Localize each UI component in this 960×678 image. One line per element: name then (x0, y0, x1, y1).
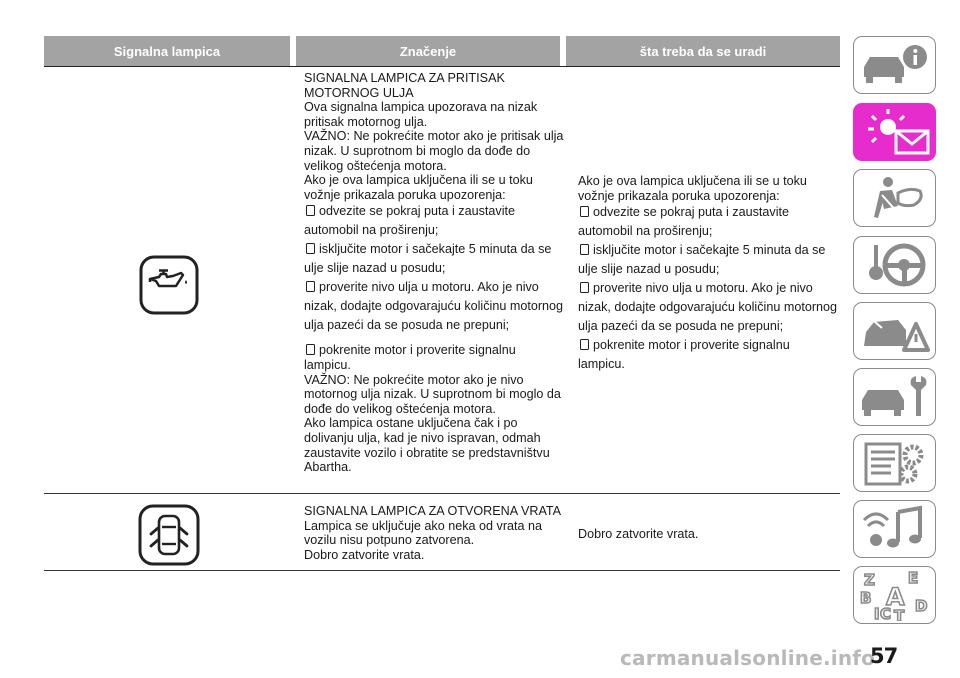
table-row-door-open (44, 494, 840, 571)
alphabet-index-icon (858, 569, 932, 621)
svg-text:D: D (914, 597, 927, 615)
checkbox-bullet-icon (580, 339, 589, 350)
list-item: pokrenite motor i proverite signalnu lampicu. (304, 343, 516, 372)
list-item: proverite nivo ulja u motoru. Ako je nivo nizak, dodajte odgovarajuću količinu motornog ulja pazeći da se posuda ne prepuni; (304, 280, 564, 333)
oil-action-intro: Ako je ova lampica uključena ili se u toku vožnje prikazala poruka upozorenja: (578, 174, 807, 203)
multimedia-note-icon (858, 504, 932, 554)
svg-text:C: C (879, 605, 891, 621)
checkbox-bullet-icon (580, 244, 589, 255)
checkbox-bullet-icon (306, 344, 315, 355)
action-cell-oil (578, 174, 840, 374)
tab-technical-data[interactable] (853, 434, 936, 492)
svg-text:I: I (873, 605, 880, 621)
seat-airbag-icon (858, 173, 932, 223)
list-item: odvezite se pokraj puta i zaustavite automobil na proširenju; (304, 204, 516, 238)
oil-can-icon (44, 255, 294, 315)
oil-important-note: VAŽNO: Ne pokrećite motor ako je pritisak ulja nizak. U suprotnom bi moglo da dođe do velikog oštećenja motora. (304, 129, 564, 173)
door-title: SIGNALNA LAMPICA ZA OTVORENA VRATA (304, 504, 562, 518)
oil-warning-intro: Ako je ova lampica uključena ili se u toku vožnje prikazala poruka upozorenja: (304, 173, 533, 202)
tab-maintenance[interactable] (853, 368, 936, 426)
svg-text:B: B (859, 589, 871, 607)
tab-emergency[interactable] (853, 302, 936, 360)
oil-persist-note: Ako lampica ostane uključena čak i po dolivanju ulja, kad je nivo ispravan, odmah zaustavite vozilo i obratite se predstavništvu Abartha. (304, 416, 550, 475)
checkbox-bullet-icon (580, 282, 589, 293)
tab-multimedia[interactable] (853, 500, 936, 558)
svg-text:E: E (907, 569, 918, 587)
meaning-cell-oil (304, 71, 566, 475)
oil-important-note-2: VAŽNO: Ne pokrećite motor ako je nivo motornog ulja nizak. U suprotnom bi moglo da dođe do velikog oštećenja motora. (304, 372, 561, 416)
table-row-oil-pressure (44, 67, 840, 494)
header-action: šta treba da se uradi (566, 36, 840, 66)
header-meaning: Značenje (296, 36, 560, 66)
list-item: proverite nivo ulja u motoru. Ako je nivo nizak, dodajte odgovarajuću količinu motornog ulja pazeći da se posuda ne prepuni; (578, 281, 838, 334)
svg-text:Z: Z (863, 571, 875, 589)
tab-starting-driving[interactable] (853, 236, 936, 294)
tab-safety[interactable] (853, 169, 936, 227)
checkbox-bullet-icon (306, 281, 315, 292)
checkbox-bullet-icon (306, 243, 315, 254)
spec-sheet-gears-icon (858, 438, 932, 488)
door-action-text: Dobro zatvorite vrata. (578, 527, 699, 541)
list-item: odvezite se pokraj puta i zaustavite automobil na proširenju; (578, 205, 790, 239)
table-header (44, 36, 840, 67)
list-item: isključite motor i sačekajte 5 minuta da se ulje slije nazad u posudu; (304, 242, 552, 276)
car-info-icon (858, 41, 932, 89)
list-item: isključite motor i sačekajte 5 minuta da se ulje slije nazad u posudu; (578, 243, 826, 277)
meaning-cell-door (304, 504, 566, 562)
action-cell-door (578, 527, 840, 542)
svg-text:A: A (885, 583, 905, 611)
page-number: 57 (870, 644, 898, 668)
car-wrench-icon (858, 372, 932, 422)
tab-car-info[interactable] (853, 36, 936, 94)
warning-light-message-icon (858, 107, 932, 157)
door-meaning-instruction: Dobro zatvorite vrata. (304, 547, 425, 562)
list-item: pokrenite motor i proverite signalnu lampicu. (578, 338, 790, 372)
key-steering-wheel-icon (858, 240, 932, 290)
car-doors-open-icon (44, 504, 294, 566)
tab-alphabetical-index[interactable] (853, 566, 936, 624)
header-signal-light: Signalna lampica (44, 36, 290, 66)
oil-title-line-2: MOTORNOG ULJA (304, 85, 414, 100)
tab-warning-lights[interactable] (853, 103, 936, 161)
oil-meaning-text: Ova signalna lampica upozorava na nizak pritisak motornog ulja. (304, 100, 538, 129)
car-warning-triangle-icon (858, 306, 932, 356)
watermark: carmanualsonline.info (620, 646, 876, 670)
svg-text:T: T (893, 607, 904, 621)
checkbox-bullet-icon (580, 206, 589, 217)
oil-title-line-1: SIGNALNA LAMPICA ZA PRITISAK (304, 71, 505, 85)
checkbox-bullet-icon (306, 205, 315, 216)
door-meaning-text: Lampica se uključuje ako neka od vrata na vozilu nisu potpuno zatvorena. (304, 518, 543, 548)
